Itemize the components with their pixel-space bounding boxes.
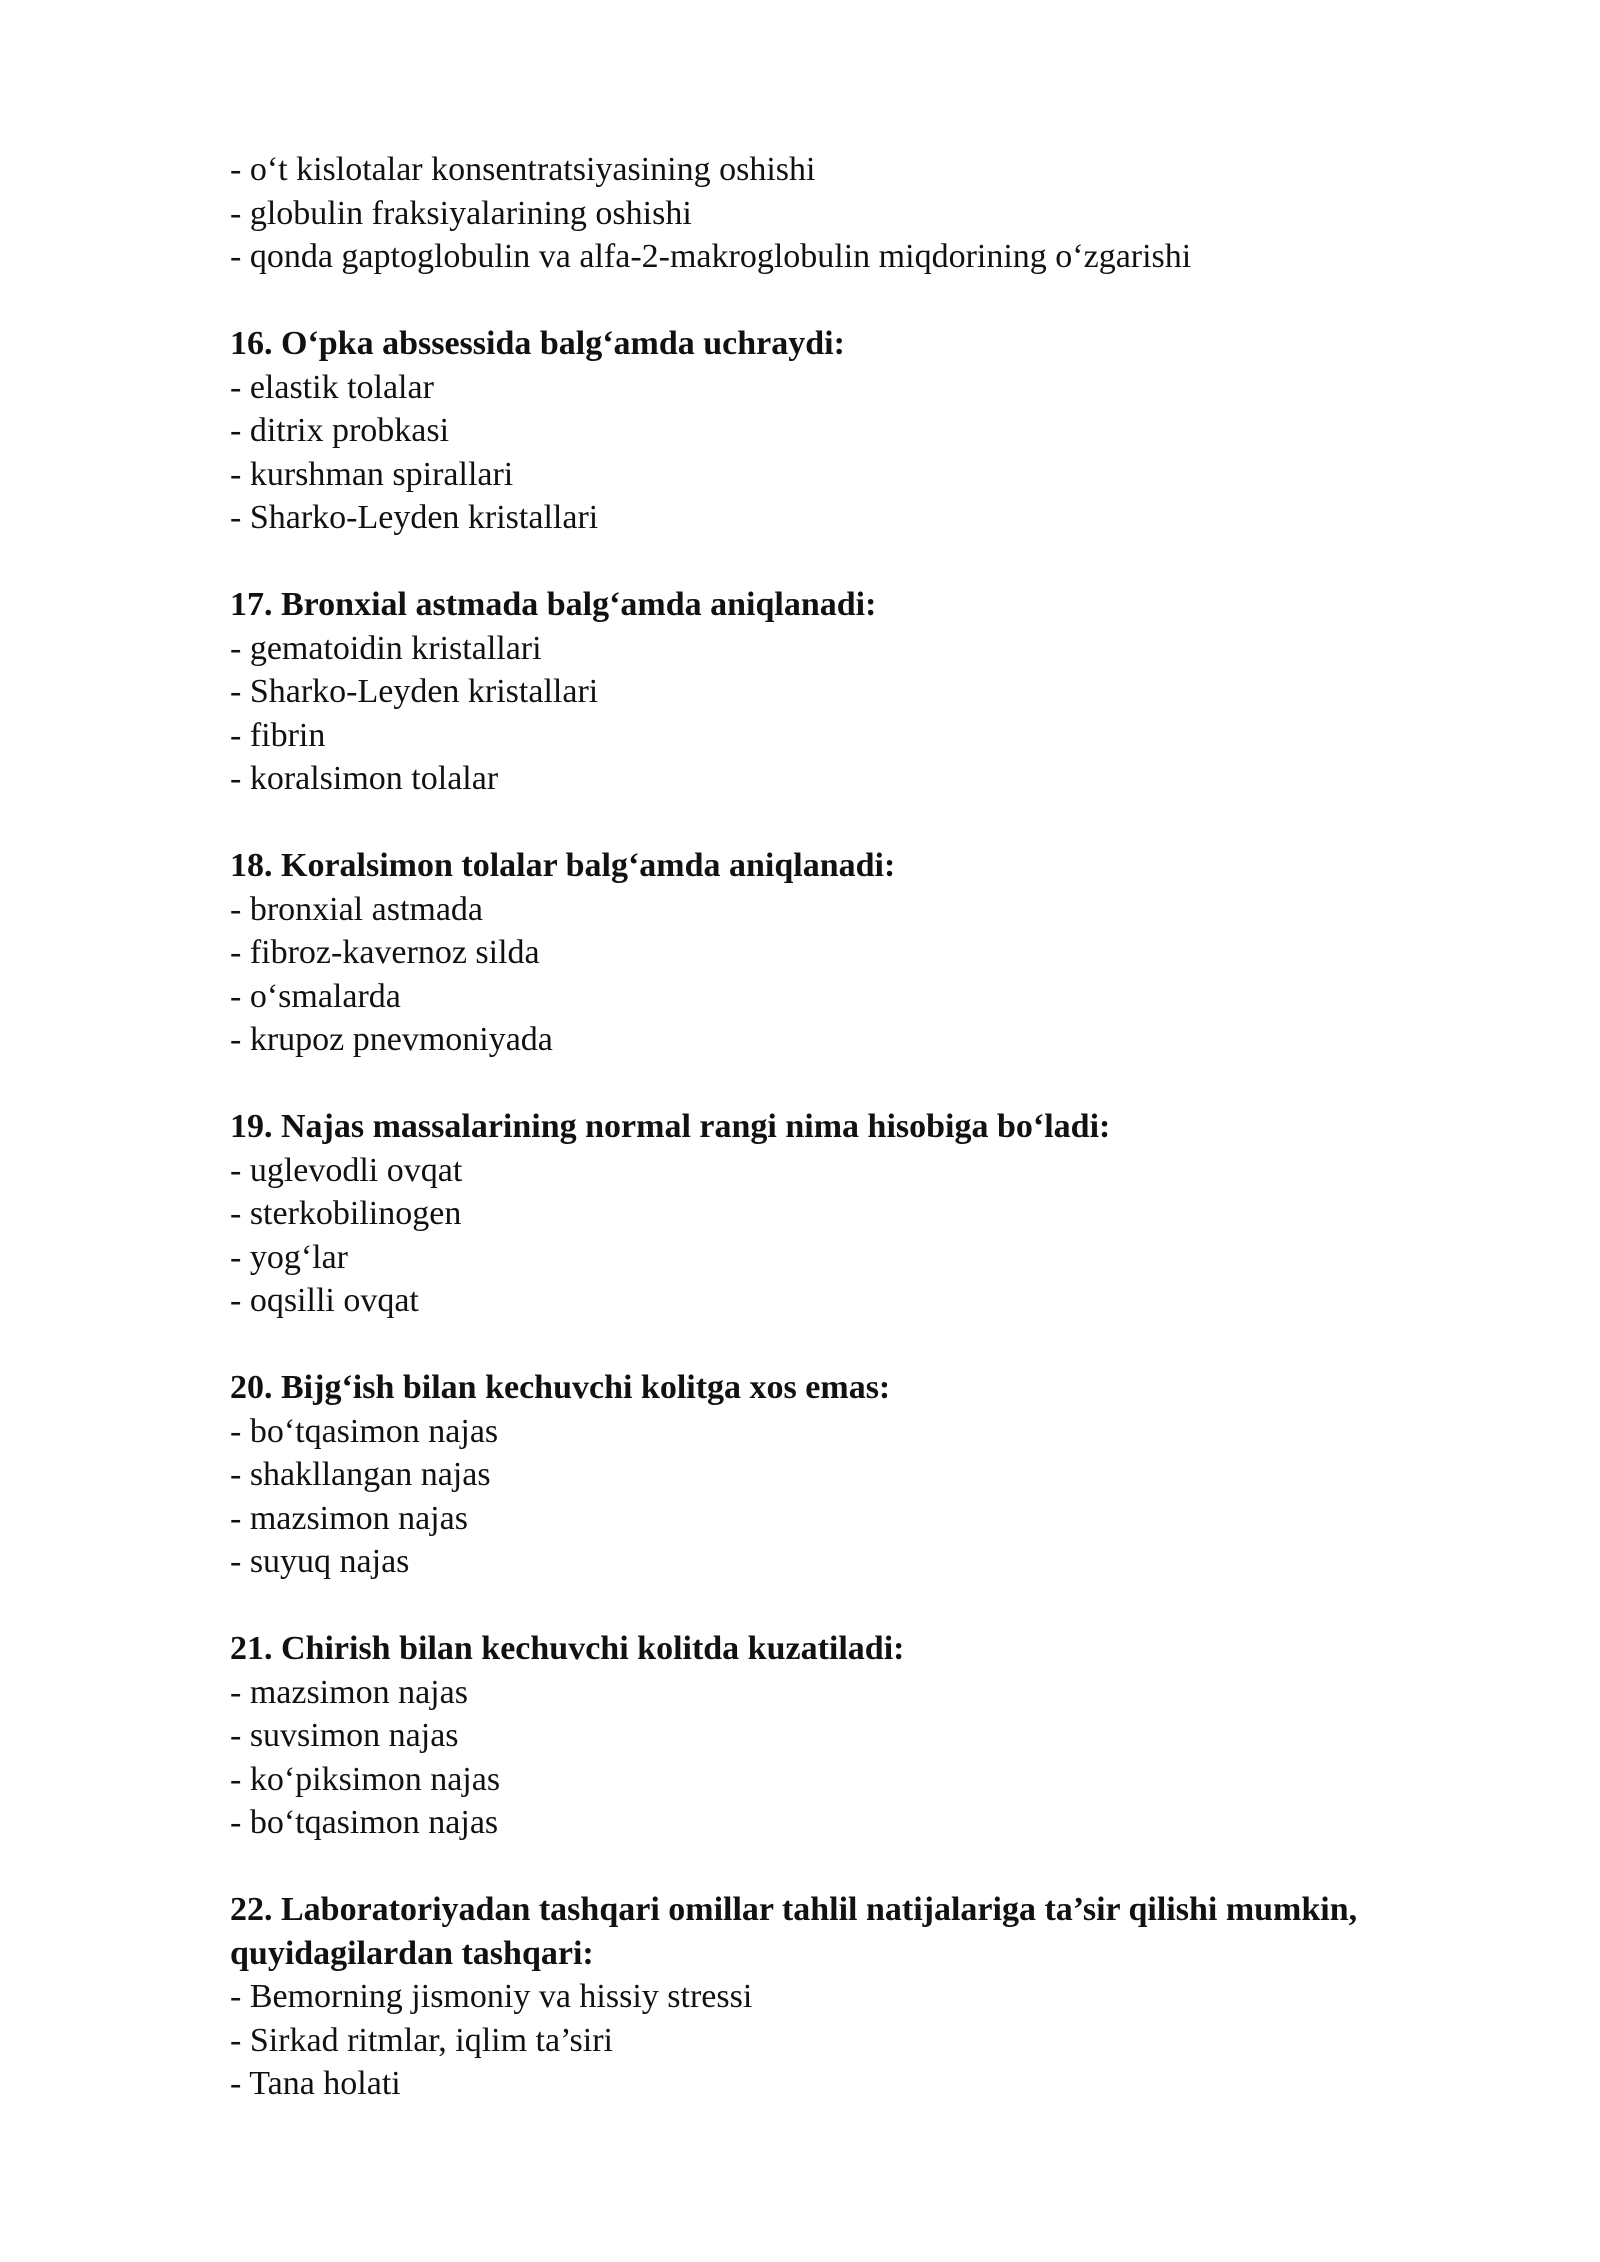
option-line: - koralsimon tolalar (230, 760, 499, 797)
option-line: - krupoz pnevmoniyada (230, 1021, 553, 1058)
option-line: - bo‘tqasimon najas (230, 1804, 499, 1841)
option-line: - uglevodli ovqat (230, 1151, 463, 1189)
option-line: - Bemorning jismoniy va hissiy stressi (230, 1978, 753, 2015)
question-19 (230, 1105, 1480, 1323)
option-line: - suyuq najas (230, 1543, 410, 1580)
option-line: - bo‘tqasimon najas (230, 1412, 499, 1450)
option-line: - kurshman spirallari (230, 455, 514, 493)
option-line: - fibrin (230, 716, 326, 754)
question-title: 18. Koralsimon tolalar balg‘amda aniqlanadi: (230, 847, 896, 884)
intro-options (230, 148, 1480, 279)
question-title: 20. Bijg‘ish bilan kechuvchi kolitga xos emas: (230, 1369, 891, 1406)
option-line: - o‘smalarda (230, 977, 401, 1015)
option-line: - qonda gaptoglobulin va alfa-2-makroglobulin miqdorining o‘zgarishi (230, 238, 1192, 275)
question-title: 16. O‘pka abssessida balg‘amda uchraydi: (230, 325, 845, 362)
question-title: 19. Najas massalarining normal rangi nima hisobiga bo‘ladi: (230, 1108, 1111, 1145)
option-line: - Sirkad ritmlar, iqlim ta’siri (230, 2021, 613, 2059)
question-22 (230, 1888, 1480, 2106)
option-line: - o‘t kislotalar konsentratsiyasining oshishi (230, 151, 816, 188)
option-line: - bronxial astmada (230, 890, 484, 928)
question-title: 22. Laboratoriyadan tashqari omillar tahlil natijalariga ta’sir qilishi mumkin, quyidagilardan tashqari: (230, 1891, 1358, 1972)
option-line: - Tana holati (230, 2065, 401, 2102)
option-line: - elastik tolalar (230, 368, 434, 406)
question-17 (230, 583, 1480, 801)
option-line: - sterkobilinogen (230, 1195, 462, 1232)
option-line: - globulin fraksiyalarining oshishi (230, 194, 692, 232)
question-title: 21. Chirish bilan kechuvchi kolitda kuzatiladi: (230, 1630, 905, 1667)
question-16 (230, 322, 1480, 540)
question-20 (230, 1366, 1480, 1584)
option-line: - shakllangan najas (230, 1456, 491, 1493)
option-line: - Sharko-Leyden kristallari (230, 499, 599, 536)
option-line: - ditrix probkasi (230, 412, 450, 449)
option-line: - mazsimon najas (230, 1673, 468, 1711)
option-line: - gematoidin kristallari (230, 629, 542, 667)
option-line: - ko‘piksimon najas (230, 1760, 501, 1798)
option-line: - suvsimon najas (230, 1717, 459, 1754)
question-title: 17. Bronxial astmada balg‘amda aniqlanadi: (230, 586, 877, 623)
option-line: - oqsilli ovqat (230, 1282, 419, 1319)
question-18 (230, 844, 1480, 1062)
question-21 (230, 1627, 1480, 1845)
option-line: - mazsimon najas (230, 1499, 468, 1537)
option-line: - fibroz-kavernoz silda (230, 934, 540, 971)
option-line: - yog‘lar (230, 1238, 349, 1276)
option-line: - Sharko-Leyden kristallari (230, 673, 599, 710)
